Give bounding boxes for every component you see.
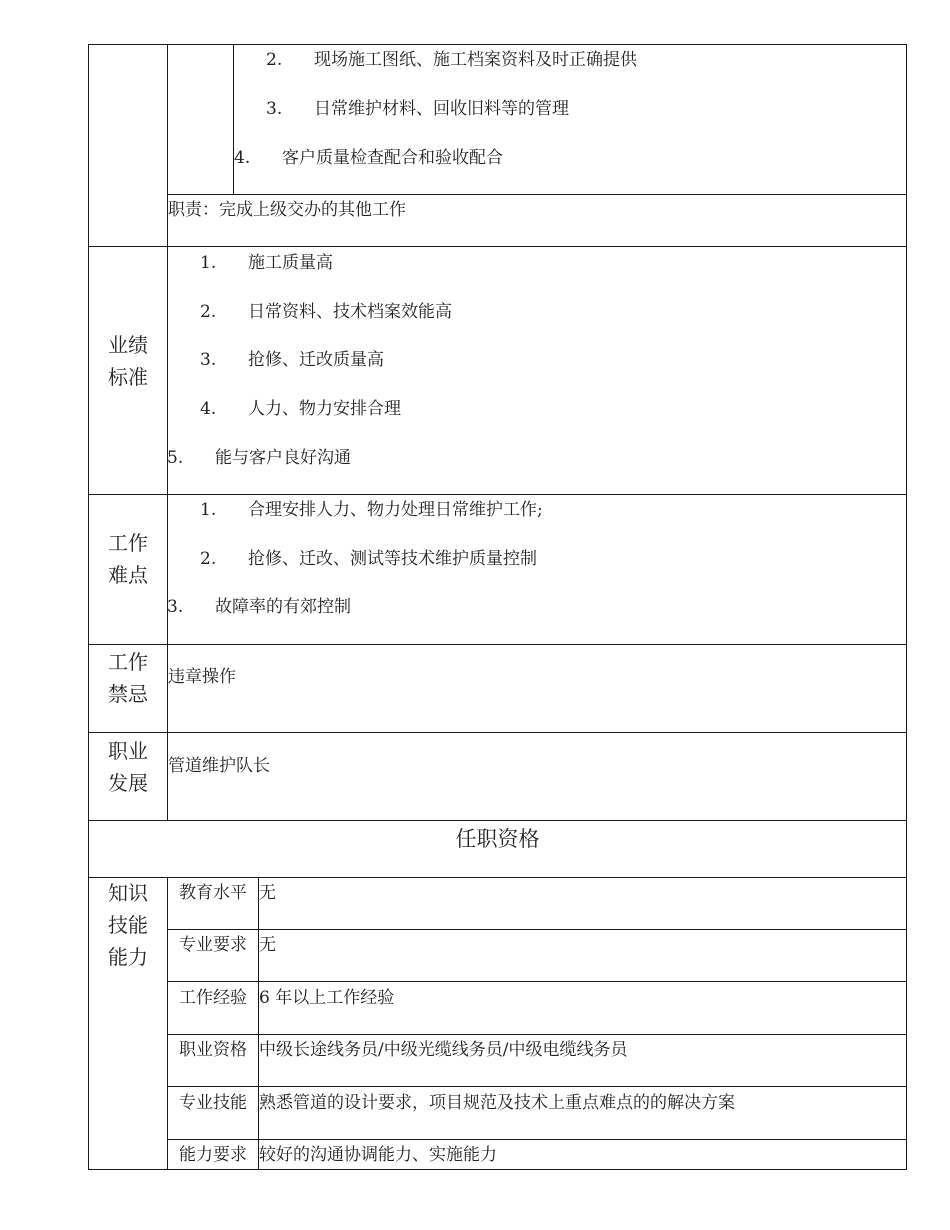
qualification-value: 无	[259, 883, 276, 903]
list-item: 3. 故障率的有郊控制	[167, 597, 351, 617]
list-item: 2. 抢修、迁改、测试等技术维护质量控制	[200, 549, 537, 569]
qualification-key: 专业要求	[179, 935, 247, 955]
qualification-title: 任职资格	[455, 827, 540, 851]
other-duty: 职责：完成上级交办的其他工作	[168, 200, 406, 220]
list-item: 3. 日常维护材料、回收旧料等的管理	[266, 99, 569, 119]
list-item: 4. 客户质量检查配合和验收配合	[234, 148, 503, 168]
qualification-key: 能力要求	[179, 1145, 247, 1165]
taboo-text: 违章操作	[168, 667, 236, 687]
list-item: 4. 人力、物力安排合理	[200, 399, 401, 419]
difficulty-label: 工作 难点	[108, 531, 148, 587]
list-item: 2. 日常资料、技术档案效能高	[200, 302, 452, 322]
qualification-value: 熟悉管道的设计要求，项目规范及技术上重点难点的的解决方案	[259, 1093, 735, 1113]
qualification-key: 工作经验	[179, 988, 247, 1008]
career-label: 职业 发展	[108, 739, 148, 795]
qualification-key: 教育水平	[179, 883, 247, 903]
list-item: 5. 能与客户良好沟通	[167, 448, 351, 468]
qualification-key: 专业技能	[179, 1093, 247, 1113]
qualification-label: 知识 技能 能力	[108, 881, 148, 969]
performance-label: 业绩 标准	[108, 333, 148, 389]
list-item: 3. 抢修、迁改质量高	[200, 350, 384, 370]
career-text: 管道维护队长	[168, 756, 270, 776]
qualification-value: 较好的沟通协调能力、实施能力	[259, 1145, 497, 1165]
list-item: 2. 现场施工图纸、施工档案资料及时正确提供	[266, 50, 637, 70]
qualification-value: 无	[259, 935, 276, 955]
list-item: 1. 合理安排人力、物力处理日常维护工作;	[200, 500, 543, 520]
qualification-key: 职业资格	[179, 1040, 247, 1060]
taboo-label: 工作 禁忌	[108, 650, 148, 706]
list-item: 1. 施工质量高	[200, 253, 333, 273]
qualification-value: 6 年以上工作经验	[259, 988, 395, 1008]
qualification-value: 中级长途线务员/中级光缆线务员/中级电缆线务员	[259, 1040, 628, 1060]
